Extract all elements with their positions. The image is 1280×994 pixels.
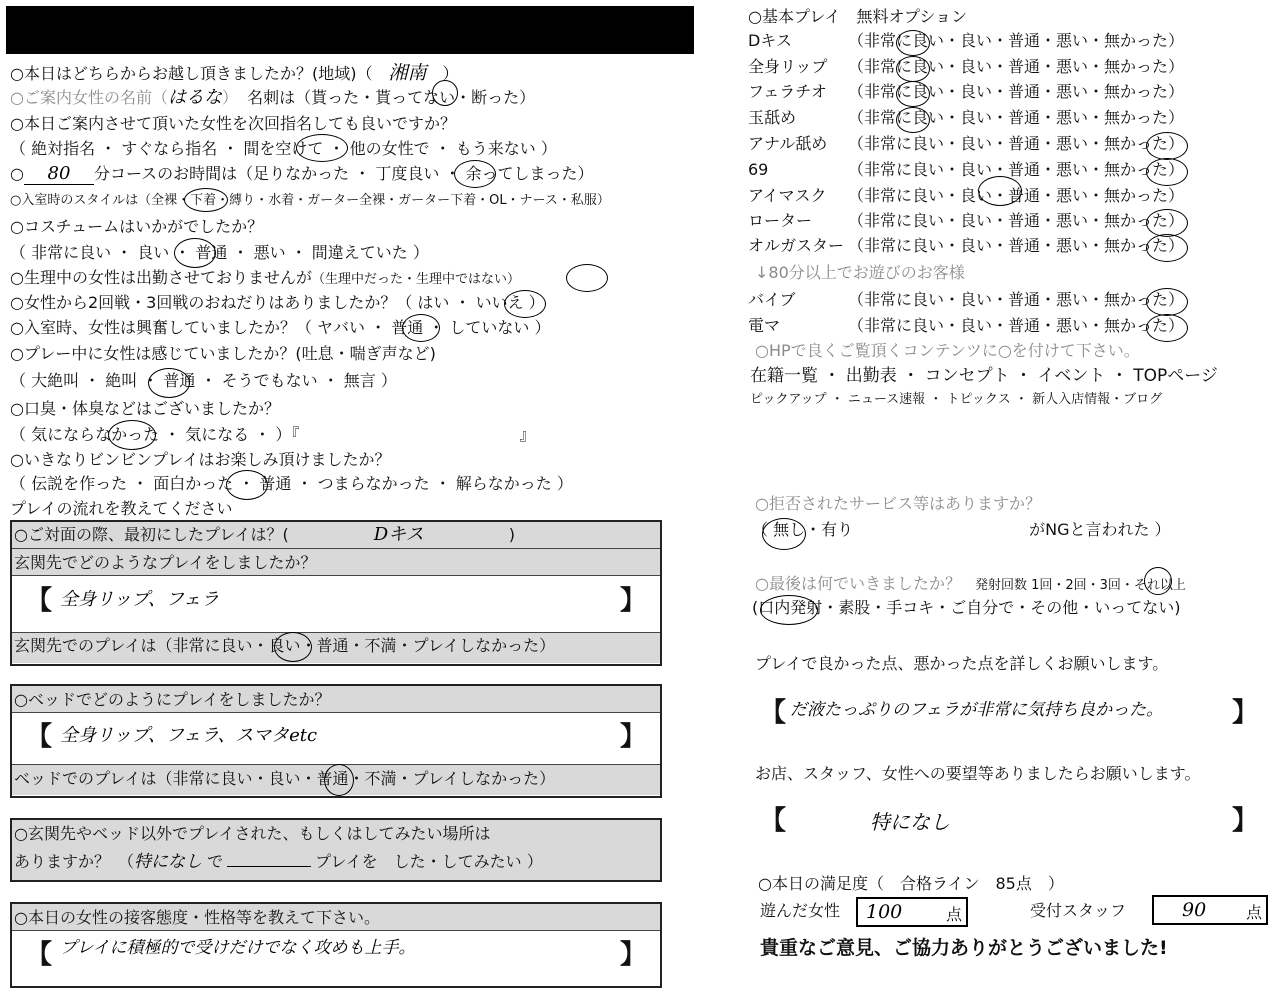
circle-mark — [148, 368, 190, 398]
bed-question: ○ベッドでどのようにプレイをしましたか？ — [14, 690, 331, 709]
course-minutes-answer: 80 — [24, 164, 94, 185]
shot-count-options: 発射回数 1回・2回・3回・それ以上 — [974, 578, 1186, 593]
redaction-bar — [6, 6, 694, 54]
entrance-rating: 玄関先でのプレイは（非常に良い・良い・普通・不満・プレイしなかった） — [14, 636, 556, 655]
circle-mark — [184, 188, 228, 212]
first-play-question: ○ご対面の際、最初にしたプレイは？( Dキス ) — [14, 524, 516, 545]
circle-mark — [1146, 132, 1188, 160]
finish-question: ○最後は何でいきましたか？ 発射回数 1回・2回・3回・それ以上 — [755, 574, 1186, 593]
other-place-question: ○玄関先やベッド以外でプレイされた、もしくはしてみたい場所は — [14, 824, 491, 843]
bracket-close: 】 — [1232, 698, 1259, 728]
costume-question: ○コスチュームはいかがでしたか？ — [10, 217, 264, 236]
excited-question: ○入室時、女性は興奮していましたか？（ ヤバい ・ 普通 ・ していない ） — [10, 318, 551, 337]
option-row: 69 （非常に良い・良い・普通・悪い・無かった） — [748, 160, 1185, 179]
course-question: ○ 80 分コースのお時間は（足りなかった ・ 丁度良い ・ 余ってしまった） — [10, 163, 594, 184]
option-row: 玉舐め （非常に良い・良い・普通・悪い・無かった） — [748, 108, 1185, 127]
circle-mark — [296, 134, 348, 162]
entrance-question: 玄関先でどのようなプレイをしましたか？ — [14, 553, 317, 572]
circle-mark — [896, 81, 930, 107]
region-question: ○本日はどちらからお越し頂きましたか？(地域)（ 湘南 ） — [10, 62, 459, 84]
option-row: 電マ （非常に良い・良い・普通・悪い・無かった） — [748, 316, 1185, 335]
circle-mark — [760, 595, 818, 625]
option-row: フェラチオ （非常に良い・良い・普通・悪い・無かった） — [748, 82, 1185, 101]
circle-mark — [896, 56, 930, 82]
circle-mark — [324, 764, 354, 796]
good-bad-answer: だ液たっぷりのフェラが非常に気持ち良かった。 — [790, 700, 1164, 720]
girl-score-label: 遊んだ女性 — [760, 901, 841, 920]
option-row: アナル舐め （非常に良い・良い・普通・悪い・無かった） — [748, 134, 1185, 153]
circle-mark — [1146, 314, 1188, 342]
bracket-open: 【 — [760, 806, 787, 836]
attitude-answer: プレイに積極的で受けだけでなく攻めも上手。 — [60, 938, 416, 958]
first-play-answer: Dキス — [373, 524, 424, 545]
circle-mark — [566, 264, 608, 292]
bed-answer: 全身リップ、フェラ、スマタetc — [60, 725, 318, 746]
circle-mark — [896, 30, 930, 56]
entrance-box — [10, 520, 662, 666]
bracket-open: 【 — [760, 698, 787, 728]
circle-mark — [1146, 158, 1188, 186]
odor-question: ○口臭・体臭などはございましたか？ — [10, 399, 280, 418]
nominate-options: （ 絶対指名 ・ すぐなら指名 ・ 間を空けて ・ 他の女性で ・ もう来ない ） — [10, 139, 557, 158]
girl-name-question: ○ご案内女性の名前（はるな） 名刺は（貰った・貰ってない・断った） — [10, 87, 536, 108]
girl-score-box: 100 点 — [856, 897, 968, 927]
circle-mark — [1146, 209, 1188, 237]
style-question: ○入室時のスタイルは（全裸・下着・縛り・水着・ガーター全裸・ガーター下着・OL・ナース・私服） — [10, 193, 610, 208]
staff-score-answer: 90 — [1182, 899, 1207, 921]
girl-name-answer: はるな — [167, 87, 222, 108]
request-question: お店、スタッフ、女性への要望等ありましたらお願いします。 — [755, 764, 1201, 783]
option-row: バイブ （非常に良い・良い・普通・悪い・無かった） — [748, 290, 1185, 309]
circle-mark — [762, 518, 806, 550]
feel-options: （ 大絶叫 ・ 絶叫 ・ 普通 ・ そうでもない ・ 無言 ） — [10, 371, 397, 390]
request-answer: 特になし — [870, 810, 950, 834]
circle-mark — [402, 314, 440, 342]
bracket-close: 】 — [1232, 806, 1259, 836]
other-place-answer: 特になし — [134, 852, 203, 872]
period-question: ○生理中の女性は出勤させておりませんが（生理中だった・生理中ではない） — [10, 268, 520, 287]
other-place-question-2: ありますか？ （特になし で プレイを した・してみたい ） — [14, 852, 543, 872]
hp-options-1: 在籍一覧 ・ 出勤表 ・ コンセプト ・ イベント ・ TOPページ — [750, 366, 1218, 386]
bracket-close: 】 — [620, 940, 647, 970]
binbin-options: （ 伝説を作った ・ 面白かった ・ 普通 ・ つまらなかった ・ 解らなかった ） — [10, 474, 573, 493]
circle-mark — [174, 238, 216, 268]
girl-score-answer: 100 — [866, 901, 903, 923]
circle-mark — [274, 632, 312, 662]
entrance-answer: 全身リップ、フェラ — [60, 589, 219, 610]
bracket-close: 】 — [620, 722, 647, 752]
circle-mark — [226, 470, 268, 500]
staff-score-box: 90 点 — [1152, 895, 1268, 925]
refused-question: ○拒否されたサービス等はありますか？ — [755, 494, 1041, 513]
option-row: アイマスク （非常に良い・良い・普通・悪い・無かった） — [748, 186, 1185, 205]
hp-options-2: ピックアップ ・ ニュース速報 ・ トピックス ・ 新人入店情報・ブログ — [750, 392, 1163, 407]
card-question: 名刺は（貰った・貰ってない・断った） — [247, 88, 536, 107]
thanks-message: 貴重なご意見、ご協力ありがとうございました! — [760, 937, 1168, 959]
option-row: Dキス （非常に良い・良い・普通・悪い・無かった） — [748, 31, 1185, 50]
circle-mark — [1146, 234, 1188, 262]
circle-mark — [454, 160, 496, 188]
region-answer: 湘南 — [388, 62, 427, 84]
odor-options: （ 気にならなかった ・ 気になる ・ ）『 』 — [10, 425, 536, 444]
bracket-open: 【 — [26, 586, 53, 616]
circle-mark — [1146, 288, 1188, 316]
bracket-open: 【 — [26, 722, 53, 752]
good-bad-question: プレイで良かった点、悪かった点を詳しくお願いします。 — [755, 654, 1169, 673]
binbin-question: ○いきなりビンビンプレイはお楽しみ頂けましたか？ — [10, 450, 391, 469]
costume-options: （ 非常に良い ・ 良い ・ 普通 ・ 悪い ・ 間違えていた ） — [10, 243, 429, 262]
staff-score-label: 受付スタッフ — [1030, 901, 1127, 920]
satisfaction-question: ○本日の満足度（ 合格ライン 85点 ） — [758, 874, 1064, 893]
circle-mark — [504, 290, 546, 318]
circle-mark — [978, 176, 1022, 206]
attitude-box — [10, 902, 662, 988]
option-row: 全身リップ （非常に良い・良い・普通・悪い・無かった） — [748, 57, 1185, 76]
flow-title: プレイの流れを教えてください — [10, 499, 233, 518]
second-round-question: ○女性から2回戦・3回戦のおねだりはありましたか？（ はい ・ いいえ ） — [10, 293, 545, 312]
circle-mark — [108, 420, 156, 450]
options-title: ○基本プレイ 無料オプション — [748, 7, 968, 26]
refused-options: （ 無し・有り がNGと言われた ） — [752, 520, 1171, 539]
circle-mark — [896, 107, 930, 133]
other-place-box — [10, 818, 662, 882]
attitude-question: ○本日の女性の接客態度・性格等を教えて下さい。 — [14, 908, 380, 927]
circle-mark — [1144, 567, 1172, 595]
circle-mark — [432, 80, 458, 106]
bracket-close: 】 — [620, 586, 647, 616]
option-row: オルガスター （非常に良い・良い・普通・悪い・無かった） — [748, 236, 1185, 255]
bracket-open: 【 — [26, 940, 53, 970]
feel-question: ○プレー中に女性は感じていましたか？(吐息・喘ぎ声など) — [10, 344, 436, 363]
finish-options: (口内発射・素股・手コキ・ご自分で・その他・いってない) — [752, 598, 1181, 617]
bed-rating: ベッドでのプレイは（非常に良い・良い・普通・不満・プレイしなかった） — [14, 769, 556, 788]
option-row: ローター （非常に良い・良い・普通・悪い・無かった） — [748, 211, 1185, 230]
nominate-question: ○本日ご案内させて頂いた女性を次回指名しても良いですか？ — [10, 114, 456, 133]
over80-title: ↓80分以上でお遊びのお客様 — [755, 263, 965, 282]
hp-title: ○HPで良くご覧頂くコンテンツに○を付けて下さい。 — [755, 341, 1140, 360]
